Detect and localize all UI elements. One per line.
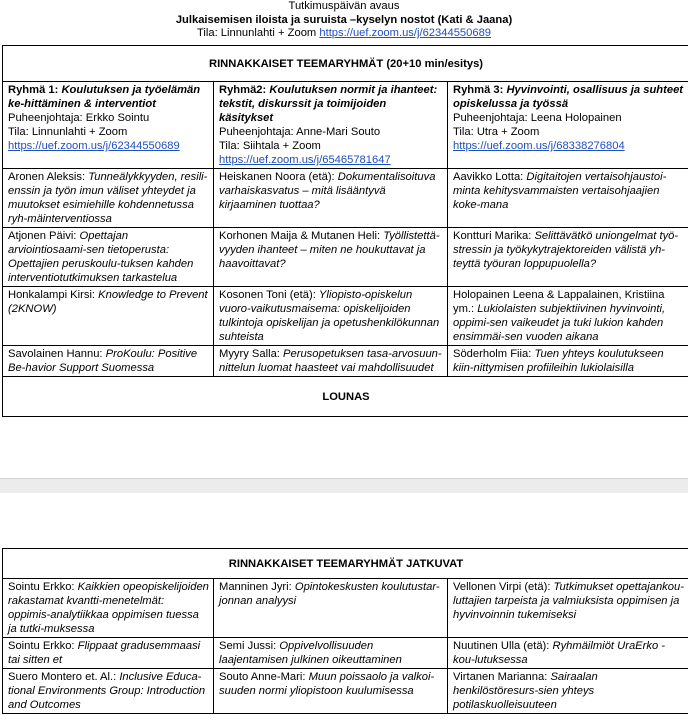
group-2-zoom-link[interactable]: https://uef.zoom.us/j/65465781647 xyxy=(219,154,391,166)
presentation-cell: Savolainen Hannu: ProKoulu: Positive Be-havior Support Suomessa xyxy=(3,346,214,377)
presentation-cell: Myyry Salla: Perusopetuksen tasa-arvosuun-nittelun luomat haasteet vai mahdollisuudet xyxy=(214,346,448,377)
table-row xyxy=(3,638,688,669)
table-row xyxy=(3,346,688,377)
table-row xyxy=(3,669,688,714)
table-row xyxy=(3,228,688,287)
presentation-cell: Sointu Erkko: Kaikkien opeopiskelijoiden rakastamat kvantti-menetelmät: oppimis-analytiikkaa oppimisen tuessa ja tutki-muksessa xyxy=(3,579,214,638)
document-page-2 xyxy=(0,493,688,721)
presentation-cell: Vellonen Virpi (etä): Tutkimukset opettajankou-luttajien tarpeista ja valmiuksista oppimisen ja hyvinvoinnin tukemiseksi xyxy=(448,579,688,638)
table-row xyxy=(3,169,688,228)
group-1-header: Ryhmä 1: Koulutuksen ja työelämän ke-hittäminen & interventiot Puheenjohtaja: Erkko Sointu Tila: Linnunlahti + Zoom https://uef.zoom.us/j/62344550689 xyxy=(3,82,214,169)
group-2-chair: Puheenjohtaja: Anne-Mari Souto xyxy=(219,126,381,138)
group-1-zoom-link[interactable]: https://uef.zoom.us/j/62344550689 xyxy=(8,140,180,152)
presentation-cell: Korhonen Maija & Mutanen Heli: Työllistettä-vyyden ihanteet – miten ne houkuttavat ja haavoittavat? xyxy=(214,228,448,287)
group-3-zoom-link[interactable]: https://uef.zoom.us/j/68338276804 xyxy=(453,140,625,152)
table-row xyxy=(3,287,688,346)
table-row xyxy=(3,579,688,638)
session-1-heading: RINNAKKAISET TEEMARYHMÄT (20+10 min/esitys) xyxy=(3,46,688,82)
session-2-table xyxy=(2,548,688,714)
group-2-topic: Koulutuksen normit ja ihanteet: tekstit, diskurssit ja toimijoiden käsitykset xyxy=(219,84,438,124)
presentation-cell: Souto Anne-Mari: Muun poissaolo ja valkoi-suuden normi yliopistoon kuulumisessa xyxy=(214,669,448,714)
group-3-header: Ryhmä 3: Hyvinvointi, osallisuus ja suhteet opiskelussa ja työssä Puheenjohtaja: Leena Holopainen Tila: Utra + Zoom https://uef.zoom.us/j/68338276804 xyxy=(448,82,688,169)
event-subtitle: Julkaisemisen iloista ja suruista –kyselyn nostot (Kati & Jaana) xyxy=(175,13,513,26)
presentation-cell: Sointu Erkko: Flippaat gradusemmaasi tai sitten et xyxy=(3,638,214,669)
presentation-cell: Manninen Jyri: Opintokeskusten koulutustar-jonnan analyysi xyxy=(214,579,448,638)
group-3-chair: Puheenjohtaja: Leena Holopainen xyxy=(453,112,622,124)
presentation-cell: Suero Montero et. Al.: Inclusive Educa-tional Environments Group: Introduction and Outcomes xyxy=(3,669,214,714)
presentation-cell: Holopainen Leena & Lappalainen, Kristiina ym.: Lukiolaisten subjektiivinen hyvinvointi, oppimi-sen vaikeudet ja tuki lukion kahden ensimmäi-sen vuoden aikana xyxy=(448,287,688,346)
zoom-link[interactable]: https://uef.zoom.us/j/62344550689 xyxy=(319,27,492,39)
presentation-cell: Aronen Aleksis: Tunneälykkyyden, resili-enssin ja työn imun väliset yhteydet ja muutokset esimiehille kohdennetussa ryh-mäinterventiossa xyxy=(3,169,214,228)
presentation-cell: Atjonen Päivi: Opettajan arviointiosaami-sen tietoperusta: Opettajien peruskoulu-tuksen kahden interventiotutkimuksen tarkastelua xyxy=(3,228,214,287)
event-title: Tutkimuspäivän avaus xyxy=(288,0,400,12)
presentation-cell: Söderholm Fiia: Tuen yhteys koulutukseen kiin-nittymisen profiileihin lukiolaisilla xyxy=(448,346,688,377)
presentation-cell: Virtanen Marianna: Sairaalan henkilöstöresurs-sien yhteys potilaskuolleisuuteen xyxy=(448,669,688,714)
location-label: Tila: Linnunlahti + Zoom xyxy=(196,27,320,39)
presentation-cell: Kosonen Toni (etä): Yliopisto-opiskelun vuoro-vaikutusmaisema: opiskelijoiden tulkintoja opiskelijan ja opetushenkilökunnan suhteista xyxy=(214,287,448,346)
document-header xyxy=(0,0,688,41)
presentation-cell: Semi Jussi: Oppivelvollisuuden laajentamisen julkinen oikeuttaminen xyxy=(214,638,448,669)
session-2-heading: RINNAKKAISET TEEMARYHMÄT JATKUVAT xyxy=(3,549,688,579)
presentation-cell: Heiskanen Noora (etä): Dokumentalisoituva varhaiskasvatus – mitä lisääntyvä kirjaaminen tuottaa? xyxy=(214,169,448,228)
lunch-break: LOUNAS xyxy=(3,377,688,417)
group-1-chair: Puheenjohtaja: Erkko Sointu xyxy=(8,112,150,124)
presentation-cell: Honkalampi Kirsi: Knowledge to Prevent (2KNOW) xyxy=(3,287,214,346)
presentation-cell: Nuutinen Ulla (etä): Ryhmäilmiöt UraErko -kou-lutuksessa xyxy=(448,638,688,669)
group-header-row xyxy=(3,82,688,169)
group-1-room: Tila: Linnunlahti + Zoom xyxy=(8,126,128,138)
group-3-room: Tila: Utra + Zoom xyxy=(453,126,540,138)
presentation-cell: Kontturi Marika: Selittävätkö uniongelmat työ-stressin ja työkykytrajektoreiden välistä yh-teyttä työuran loppupuolella? xyxy=(448,228,688,287)
group-1-topic: Koulutuksen ja työelämän ke-hittäminen & interventiot xyxy=(8,84,201,110)
group-2-room: Tila: Siihtala + Zoom xyxy=(219,140,321,152)
group-3-topic: Hyvinvointi, osallisuus ja suhteet opiskelussa ja työssä xyxy=(453,84,684,110)
presentation-cell: Aavikko Lotta: Digitaitojen vertaisohjaustoi-minta kehitysvammaisten vertaisohjaajien koke-mana xyxy=(448,169,688,228)
group-2-header: Ryhmä2: Koulutuksen normit ja ihanteet: tekstit, diskurssit ja toimijoiden käsitykset Puheenjohtaja: Anne-Mari Souto Tila: Siihtala + Zoom https://uef.zoom.us/j/65465781647 xyxy=(214,82,448,169)
session-1-table xyxy=(2,45,688,417)
event-location xyxy=(0,27,688,41)
page-break xyxy=(0,478,688,494)
